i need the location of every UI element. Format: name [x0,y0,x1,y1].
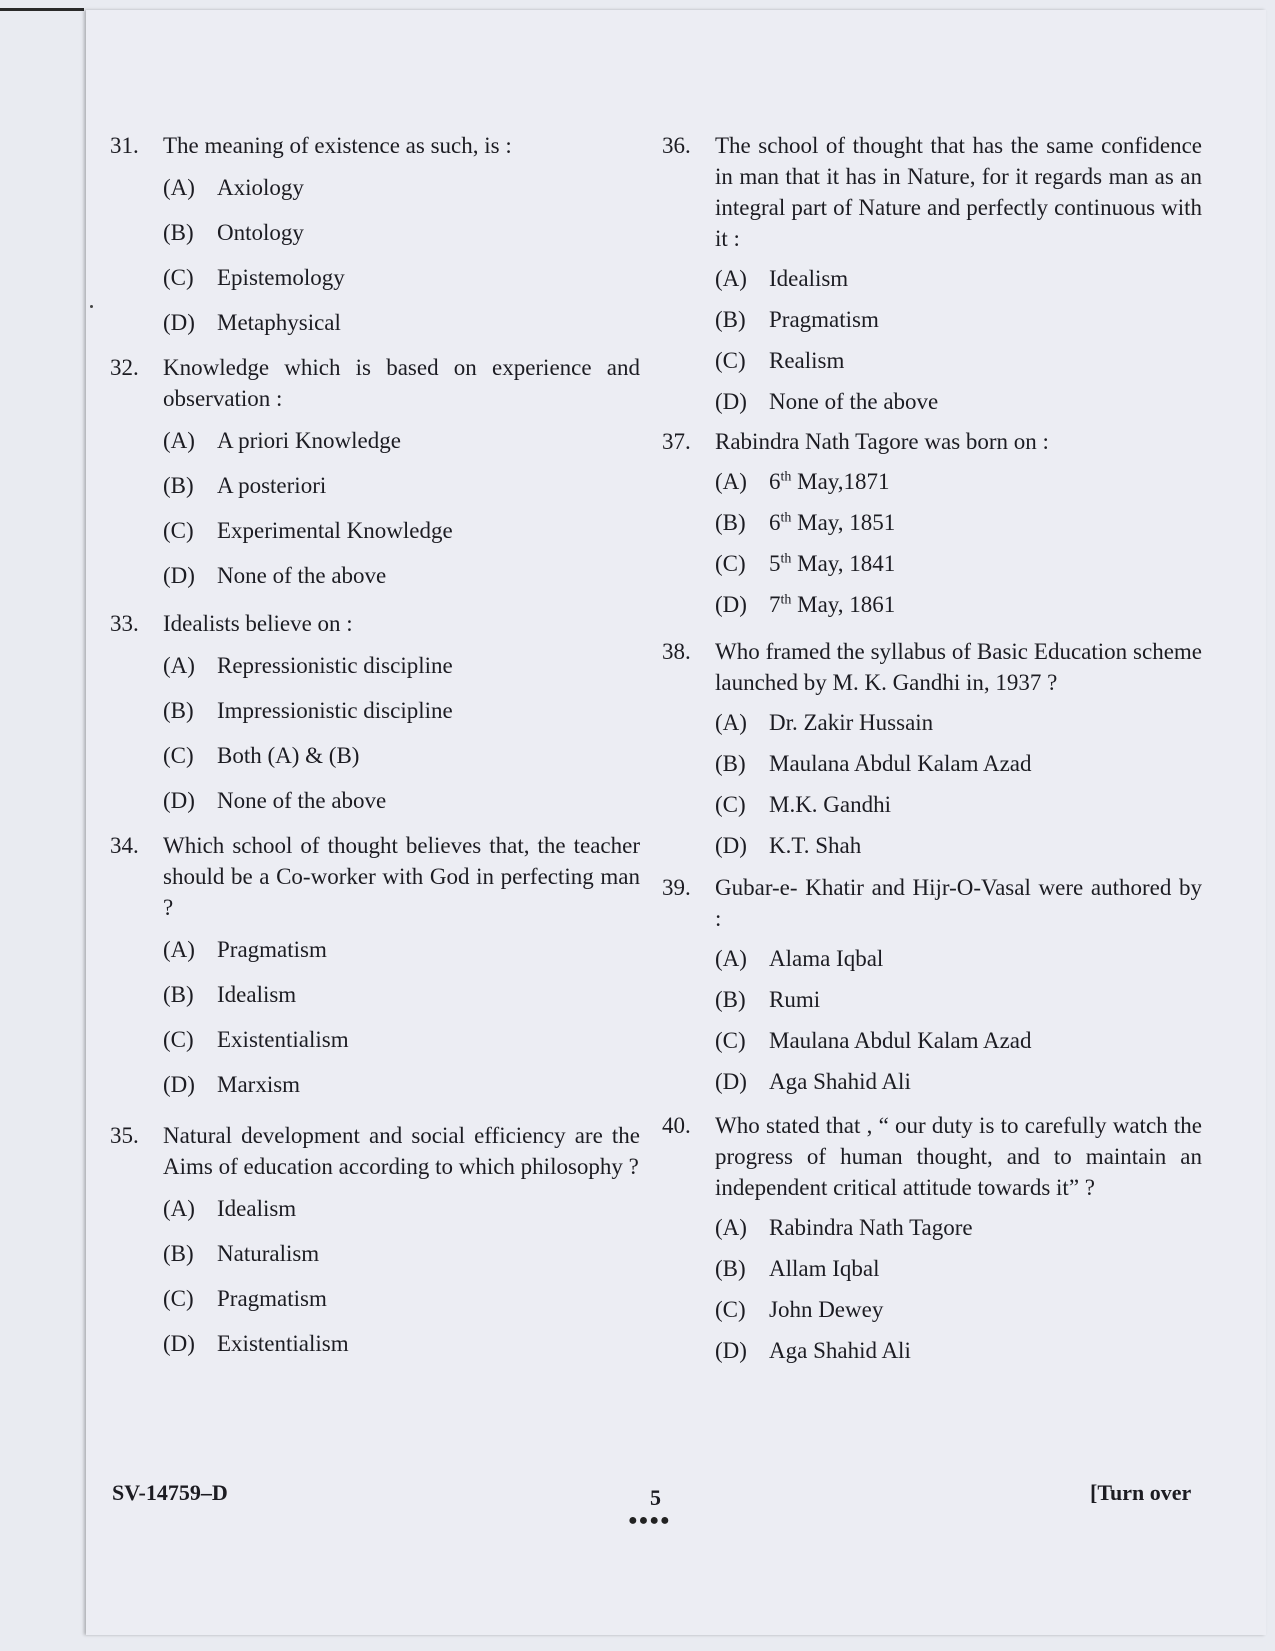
option-text: Marxism [217,1071,301,1097]
option-key: (D) [715,388,747,414]
question-40 [662,1110,1202,1371]
option-a [163,1186,640,1231]
option-key: (B) [715,1255,746,1281]
option-key: (D) [163,787,195,813]
page-number: 5 [650,1485,661,1510]
question-number: 38. [662,639,691,664]
option-key: (B) [163,697,194,723]
option-d [715,584,1202,625]
option-list [715,702,1202,866]
option-text [769,510,1202,536]
question-text: Who stated that , “ our duty is to carefully watch the progress of human thought, and to maintain an independent critical attitude towards it” ? [715,1113,1202,1200]
margin-mark [90,305,93,308]
option-text: K.T. Shah [769,832,862,858]
option-b [715,743,1202,784]
option-text: None of the above [217,562,387,588]
option-c [163,255,640,300]
option-key: (C) [163,517,194,543]
option-d [715,1330,1202,1371]
option-text: None of the above [217,787,387,813]
option-text: Pragmatism [217,936,327,962]
question-number: 39. [662,875,691,900]
option-key: (C) [715,347,746,373]
option-list [163,165,640,345]
option-key: (B) [715,509,746,535]
question-text: The school of thought that has the same confidence in man that it has in Nature, for it regards man as an integral part of Nature and perfectly continuous with it : [715,133,1202,251]
option-key: (C) [163,264,194,290]
option-d [715,825,1202,866]
turn-over-label: [Turn over [1090,1480,1192,1505]
question-number: 37. [662,429,691,454]
option-text [769,592,1202,618]
option-c [163,1276,640,1321]
ordinal-suffix: th [780,509,792,525]
option-key: (A) [163,652,195,678]
option-a [715,461,1202,502]
option-b [715,1248,1202,1289]
option-text: Idealism [217,1195,297,1221]
question-stem [110,352,640,414]
option-key: (C) [715,550,746,576]
birth-month-year: May, 1861 [791,591,896,617]
option-text: Alama Iqbal [769,945,884,971]
birth-day: 7 [769,591,781,617]
question-33 [110,608,640,823]
option-key: (D) [163,1330,195,1356]
question-text: The meaning of existence as such, is : [163,133,512,158]
question-34 [110,830,640,1107]
birth-day: 6 [769,509,781,535]
question-number: 34. [110,833,139,858]
option-c [163,1017,640,1062]
option-text: John Dewey [769,1296,884,1322]
option-list [163,418,640,598]
option-key: (B) [163,219,194,245]
question-text: Which school of thought believes that, the teacher should be a Co-worker with God in perfecting man ? [163,833,640,920]
page-edge-line [0,8,84,11]
ordinal-suffix: th [780,550,792,566]
option-list [715,1207,1202,1371]
question-stem [110,1120,640,1182]
option-c [715,543,1202,584]
option-text: Metaphysical [217,309,341,335]
option-key: (B) [715,986,746,1012]
option-key: (A) [163,936,195,962]
option-text: Dr. Zakir Hussain [769,709,934,735]
question-text: Knowledge which is based on experience and observation : [163,355,640,411]
option-text: A posteriori [217,472,327,498]
option-key: (C) [163,1285,194,1311]
option-text: Both (A) & (B) [217,742,360,768]
question-stem [662,872,1202,934]
question-number: 40. [662,1113,691,1138]
option-text: Rabindra Nath Tagore [769,1214,973,1240]
option-text: Maulana Abdul Kalam Azad [769,750,1032,776]
option-key: (A) [715,945,747,971]
option-text: Allam Iqbal [769,1255,880,1281]
option-d [163,300,640,345]
option-a [163,165,640,210]
question-text: Idealists believe on : [163,611,353,636]
option-a [715,938,1202,979]
question-text: Gubar-e- Khatir and Hijr-O-Vasal were authored by : [715,875,1202,931]
question-36 [662,130,1202,422]
question-32 [110,352,640,598]
option-key: (B) [715,750,746,776]
option-d [163,778,640,823]
option-key: (B) [715,306,746,332]
option-text: Aga Shahid Ali [769,1337,911,1363]
option-text: Pragmatism [217,1285,327,1311]
option-text: A priori Knowledge [217,427,401,453]
option-list [163,927,640,1107]
option-key: (B) [163,981,194,1007]
question-38 [662,636,1202,866]
option-key: (A) [163,1195,195,1221]
option-text [769,551,1202,577]
option-text: M.K. Gandhi [769,791,892,817]
option-text: Rumi [769,986,821,1012]
option-b [163,688,640,733]
question-stem [110,130,640,161]
option-text: Naturalism [217,1240,320,1266]
question-stem [110,830,640,923]
option-key: (C) [715,1296,746,1322]
option-key: (C) [715,791,746,817]
option-key: (B) [163,1240,194,1266]
question-number: 31. [110,133,139,158]
option-text: Idealism [769,265,849,291]
option-c [715,1020,1202,1061]
option-text: Existentialism [217,1026,349,1052]
question-stem [662,426,1202,457]
option-key: (A) [163,174,195,200]
option-c [715,784,1202,825]
question-39 [662,872,1202,1102]
option-text: Idealism [217,981,297,1007]
option-b [163,972,640,1017]
question-text: Rabindra Nath Tagore was born on : [715,429,1049,454]
option-key: (A) [715,1214,747,1240]
question-number: 33. [110,611,139,636]
option-d [163,553,640,598]
paper-code: SV-14759–D [112,1480,228,1505]
option-text: Ontology [217,219,304,245]
option-key: (D) [163,309,195,335]
option-d [715,381,1202,422]
question-number: 36. [662,133,691,158]
option-a [715,702,1202,743]
option-text: Aga Shahid Ali [769,1068,911,1094]
option-text: Impressionistic discipline [217,697,453,723]
question-stem [662,1110,1202,1203]
option-list [163,1186,640,1366]
option-b [163,210,640,255]
question-number: 35. [110,1123,139,1148]
option-list [715,938,1202,1102]
option-a [163,927,640,972]
question-number: 32. [110,355,139,380]
option-d [715,1061,1202,1102]
question-31 [110,130,640,345]
question-text: Natural development and social efficiency are the Aims of education according to which philosophy ? [163,1123,640,1179]
option-text [769,469,1202,495]
option-d [163,1321,640,1366]
option-key: (D) [163,1071,195,1097]
option-text: Maulana Abdul Kalam Azad [769,1027,1032,1053]
option-b [715,502,1202,543]
option-a [715,1207,1202,1248]
option-key: (D) [715,591,747,617]
ordinal-suffix: th [780,468,792,484]
option-key: (D) [715,1337,747,1363]
option-a [715,258,1202,299]
option-key: (D) [163,562,195,588]
option-text: Repressionistic discipline [217,652,453,678]
option-b [163,463,640,508]
page-dots: ●●●● [628,1512,671,1529]
option-text: Realism [769,347,845,373]
option-text: None of the above [769,388,939,414]
option-c [715,1289,1202,1330]
option-text: Experimental Knowledge [217,517,453,543]
option-c [163,733,640,778]
option-a [163,643,640,688]
question-35 [110,1120,640,1366]
option-b [715,979,1202,1020]
question-text: Who framed the syllabus of Basic Education scheme launched by M. K. Gandhi in, 1937 ? [715,639,1202,695]
option-list [163,643,640,823]
option-b [163,1231,640,1276]
option-text: Axiology [217,174,304,200]
option-key: (A) [715,709,747,735]
option-a [163,418,640,463]
option-key: (D) [715,1068,747,1094]
option-list [715,461,1202,625]
ordinal-suffix: th [780,591,792,607]
option-key: (A) [715,265,747,291]
option-key: (A) [715,468,747,494]
option-list [715,258,1202,422]
option-text: Pragmatism [769,306,879,332]
option-text: Existentialism [217,1330,349,1356]
option-key: (B) [163,472,194,498]
option-b [715,299,1202,340]
option-d [163,1062,640,1107]
question-stem [110,608,640,639]
option-c [163,508,640,553]
birth-day: 6 [769,468,781,494]
birth-month-year: May, 1851 [791,509,896,535]
option-key: (C) [715,1027,746,1053]
option-c [715,340,1202,381]
option-text: Epistemology [217,264,345,290]
question-stem [662,636,1202,698]
option-key: (D) [715,832,747,858]
question-37 [662,426,1202,625]
question-stem [662,130,1202,254]
option-key: (C) [163,742,194,768]
birth-month-year: May, 1841 [791,550,896,576]
option-key: (A) [163,427,195,453]
birth-month-year: May,1871 [791,468,890,494]
birth-day: 5 [769,550,781,576]
option-key: (C) [163,1026,194,1052]
